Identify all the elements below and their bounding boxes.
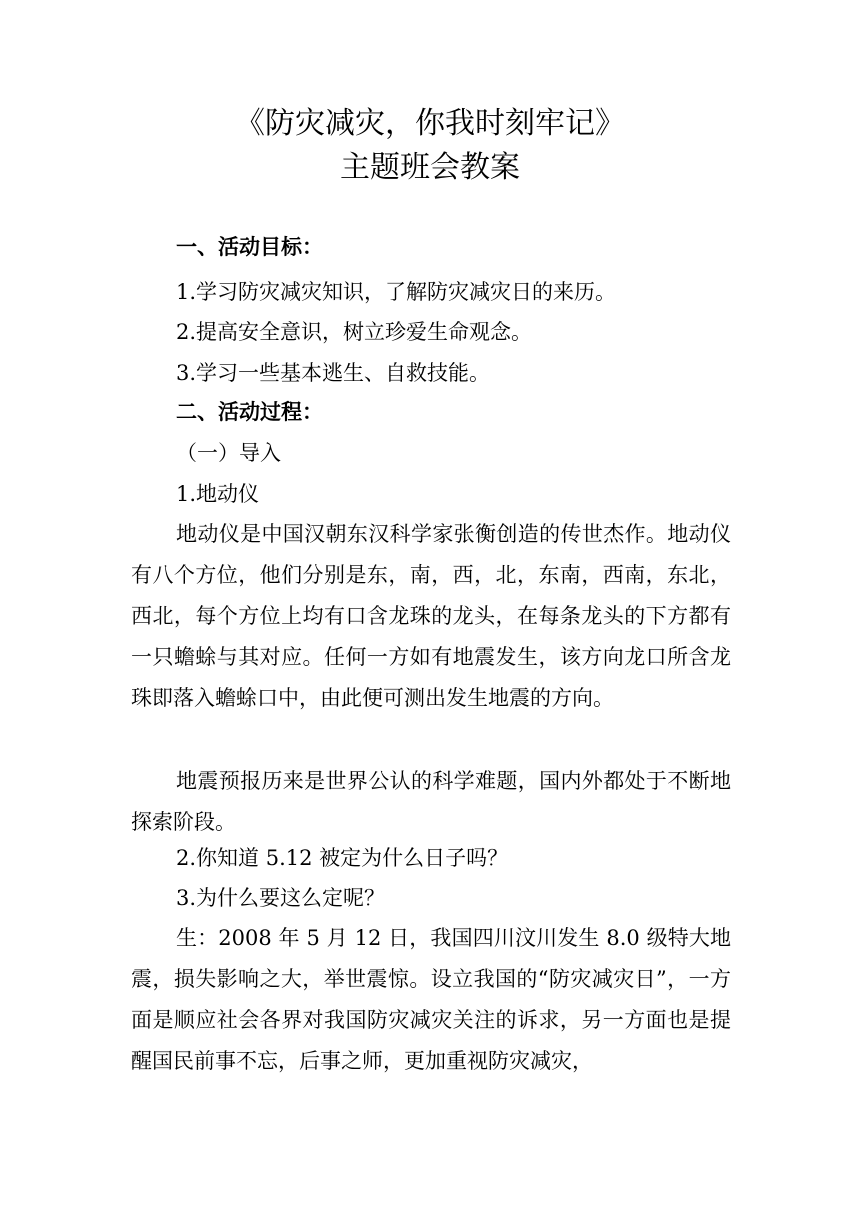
paragraph-seismograph: 地动仪是中国汉朝东汉科学家张衡创造的传世杰作。地动仪有八个方位，他们分别是东，南，西，北，东南，西南，东北，西北，每个方位上均有口含龙珠的龙头，在每条龙头的下方都有一只蟾蜍与其对应。任何一方如有地震发生，该方向龙口所含龙珠即落入蟾蜍口中，由此便可测出发生地震的方向。 <box>131 522 731 710</box>
subsection-heading-intro: （一）导入 <box>176 441 281 465</box>
section-heading-process: 二、活动过程： <box>176 400 323 424</box>
section-heading-goals: 一、活动目标： <box>176 235 323 259</box>
goal-item: 3.学习一些基本逃生、自救技能。 <box>176 361 491 385</box>
paragraph-earthquake-prediction: 地震预报历来是世界公认的科学难题，国内外都处于不断地探索阶段。 <box>131 769 731 834</box>
question-item: 3.为什么要这么定呢？ <box>176 886 386 910</box>
question-item: 2.你知道 5.12 被定为什么日子吗？ <box>176 846 509 870</box>
list-item-seismograph: 1.地动仪 <box>176 482 260 506</box>
paragraph-answer: 生：2008 年 5 月 12 日，我国四川汶川发生 8.0 级特大地震，损失影响之大，举世震惊。设立我国的“防灾减灾日”，一方面是顺应社会各界对我国防灾减灾关注的诉求，另一方面也是提醒国民前事不忘，后事之师，更加重视防灾减灾， <box>131 926 731 1073</box>
document-title-line-2: 主题班会教案 <box>340 150 520 185</box>
document-title-line-1: 《防灾减灾，你我时刻牢记》 <box>235 106 625 141</box>
goal-item: 2.提高安全意识，树立珍爱生命观念。 <box>176 320 533 344</box>
goal-item: 1.学习防灾减灾知识，了解防灾减灾日的来历。 <box>176 280 617 304</box>
